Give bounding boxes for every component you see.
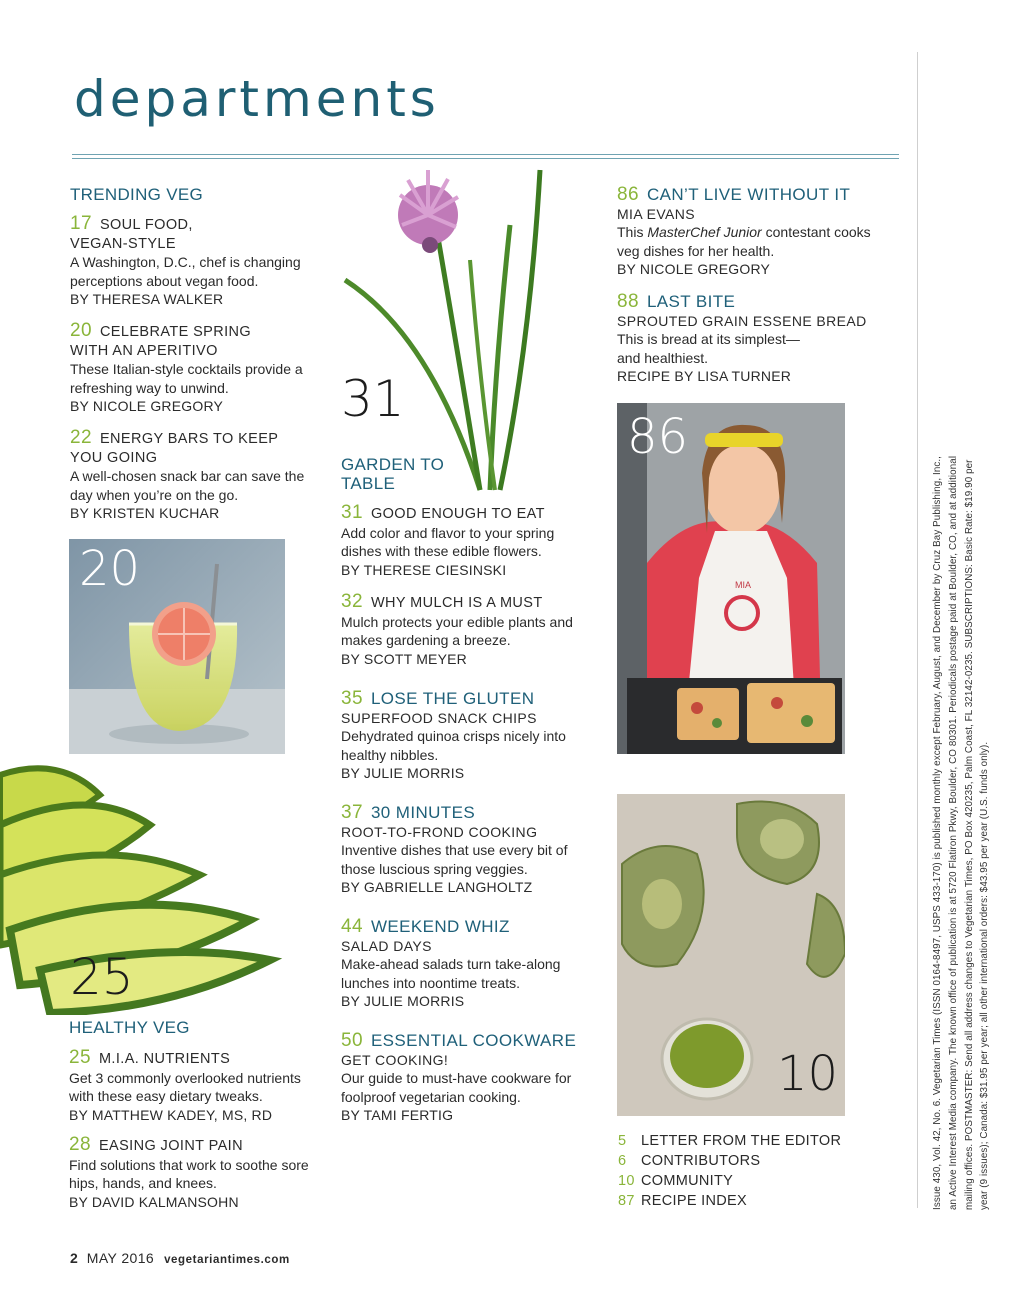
toc-entry[interactable] [341, 918, 581, 1011]
list-item[interactable] [618, 1191, 841, 1211]
entry-description: Dehydrated quinoa crisps nicely into healthy nibbles. [341, 728, 566, 763]
page-number: 87 [618, 1193, 635, 1209]
entry-subtitle: SALAD DAYS [341, 937, 432, 954]
page-number: 37 [341, 802, 363, 823]
page-number: 32 [341, 591, 363, 612]
entry-byline: BY KRISTEN KUCHAR [70, 505, 220, 521]
entry-description: Find solutions that work to soothe sore hips, hands, and knees. [69, 1156, 309, 1191]
list-item[interactable] [618, 1171, 841, 1191]
entry-byline: BY NICOLE GREGORY [617, 261, 771, 277]
toc-entry[interactable] [70, 429, 330, 523]
toc-entry[interactable] [70, 322, 330, 416]
page-number-overlay: 20 [79, 541, 141, 597]
vertical-divider [917, 52, 918, 1208]
entry-description: A Washington, D.C., chef is changing perceptions about vegan food. [70, 254, 301, 289]
page-number-overlay: 86 [627, 409, 689, 465]
misc-list [618, 1131, 841, 1211]
entry-title: CELEBRATE SPRING [99, 324, 252, 340]
cocktail-photo[interactable] [69, 539, 285, 754]
page-number: 86 [617, 184, 639, 205]
entry-title: GOOD ENOUGH TO EAT [370, 506, 545, 522]
entry-subtitle: ROOT-TO-FROND COOKING [341, 823, 538, 840]
entry-title: M.I.A. NUTRIENTS [98, 1051, 231, 1067]
entry-byline: BY JULIE MORRIS [341, 993, 465, 1009]
page-number: 35 [341, 688, 363, 709]
page-number: 44 [341, 916, 363, 937]
entry-description: These Italian-style cocktails provide a refreshing way to unwind. [70, 361, 303, 396]
page-number: 22 [70, 427, 92, 448]
page-number-overlay: 10 [777, 1046, 839, 1102]
entry-description: This is bread at its simplest— and healthiest. [617, 331, 800, 366]
toc-entry[interactable] [341, 504, 581, 579]
entry-description: Add color and flavor to your spring dishes with these edible flowers. [341, 524, 555, 559]
page-number: 6 [618, 1153, 627, 1169]
entry-byline: BY SCOTT MEYER [341, 650, 467, 667]
entry-title: LOSE THE GLUTEN [370, 689, 535, 708]
entry-description: This MasterChef Junior contestant cooks veg dishes for her health. [617, 224, 871, 259]
folio-page-number: 2 [70, 1250, 79, 1266]
issue-date: MAY 2016 [86, 1250, 155, 1266]
page-footer [70, 1250, 290, 1266]
artichoke-photo[interactable] [617, 794, 845, 1116]
page-number-31-large: 31 [341, 370, 405, 428]
entry-description: Our guide to must-have cookware for foolproof vegetarian cooking. [341, 1070, 572, 1105]
entry-title: CAN’T LIVE WITHOUT IT [646, 185, 851, 204]
toc-entry[interactable] [341, 593, 581, 668]
divider [72, 158, 899, 159]
list-item-label: CONTRIBUTORS [641, 1153, 761, 1169]
entry-description: Mulch protects your edible plants and makes gardening a breeze. [341, 613, 573, 648]
entry-byline: BY NICOLE GREGORY [70, 398, 224, 414]
chive-flower-illustration [330, 165, 570, 495]
page-number: 10 [618, 1173, 635, 1189]
entry-title-cont: YOU GOING [70, 449, 158, 466]
entry-title: ESSENTIAL COOKWARE [370, 1031, 577, 1050]
section-healthy-veg: HEALTHY VEG [69, 1018, 190, 1037]
apron-label: MIA [735, 580, 752, 590]
entry-subtitle: GET COOKING! [341, 1051, 449, 1068]
entry-byline: BY JULIE MORRIS [341, 765, 465, 781]
section-line: TABLE [341, 474, 396, 493]
list-item-label: RECIPE INDEX [641, 1193, 747, 1209]
entry-title: ENERGY BARS TO KEEP [99, 431, 279, 447]
entry-byline: BY GABRIELLE LANGHOLTZ [341, 879, 533, 895]
entry-title-cont: VEGAN-STYLE [70, 235, 176, 252]
toc-entry[interactable] [617, 293, 877, 386]
list-item[interactable] [618, 1151, 841, 1171]
page-number: 17 [70, 213, 92, 234]
entry-byline: RECIPE BY LISA TURNER [617, 368, 792, 384]
page-number: 5 [618, 1133, 627, 1149]
entry-subtitle: SUPERFOOD SNACK CHIPS [341, 709, 537, 726]
entry-title: EASING JOINT PAIN [98, 1138, 243, 1154]
divider [72, 154, 899, 155]
page-number: 20 [70, 320, 92, 341]
entry-title: WHY MULCH IS A MUST [370, 595, 543, 611]
entry-description: A well-chosen snack bar can save the day when you’re on the go. [70, 468, 305, 503]
page-number: 31 [341, 502, 363, 523]
section-trending-veg: TRENDING VEG [70, 185, 204, 204]
entry-byline: BY THERESA WALKER [70, 291, 224, 307]
toc-entry[interactable] [617, 186, 877, 279]
toc-entry[interactable] [341, 1032, 591, 1125]
toc-entry[interactable] [341, 804, 581, 897]
toc-entry[interactable] [69, 1136, 309, 1211]
entry-title-cont: WITH AN APERITIVO [70, 342, 218, 359]
entry-title: WEEKEND WHIZ [370, 917, 510, 936]
page-title: departments [74, 70, 440, 128]
entry-subtitle: SPROUTED GRAIN ESSENE BREAD [617, 312, 867, 329]
chef-girl-photo[interactable] [617, 403, 845, 754]
toc-entry[interactable] [69, 1049, 329, 1124]
avocado-slices-illustration [0, 755, 300, 1015]
entry-byline: BY THERESE CIESINSKI [341, 561, 507, 578]
list-item-label: COMMUNITY [641, 1173, 734, 1189]
list-item[interactable] [618, 1131, 841, 1151]
entry-byline: BY TAMI FERTIG [341, 1107, 454, 1123]
page-number: 28 [69, 1134, 91, 1155]
section-garden-to-table [341, 455, 444, 493]
page-number-25-large: 25 [70, 948, 134, 1006]
page-number: 25 [69, 1047, 91, 1068]
toc-entry[interactable] [70, 215, 330, 309]
website-url[interactable]: vegetariantimes.com [164, 1254, 290, 1266]
page-number: 88 [617, 291, 639, 312]
legal-notice: Issue 430, Vol. 42, No. 6. Vegetarian Times (ISSN 0164-8497, USPS 433-170) is published monthly except February, August, and December by Cruz Bay Publishing, Inc., an Active Interest Media company. The known office of publication is at 5720 Flatiron Pkwy, Boulder, CO 80301. Periodicals postage paid at Boulder, CO, and at additional mailing offices. POSTMASTER: Send all address changes to Vegetarian Times, PO Box 420235, Palm Coast, FL 32142-0235. SUBSCRIPTIONS: Basic Rate: $19.90 per year (9 issues); Canada: $31.95 per year; all other international orders: $43.95 per year (U.S. funds only). [932, 455, 991, 1210]
page-number: 50 [341, 1030, 363, 1051]
entry-subtitle: MIA EVANS [617, 205, 696, 222]
section-line: GARDEN TO [341, 455, 445, 474]
entry-description: Inventive dishes that use every bit of those luscious spring veggies. [341, 842, 568, 877]
list-item-label: LETTER FROM THE EDITOR [641, 1133, 842, 1149]
entry-title: LAST BITE [646, 292, 736, 311]
entry-title: SOUL FOOD, [99, 217, 193, 233]
toc-entry[interactable] [341, 690, 581, 783]
entry-description: Make-ahead salads turn take-along lunches into noontime treats. [341, 956, 561, 991]
entry-byline: BY MATTHEW KADEY, MS, RD [69, 1106, 273, 1123]
entry-title: 30 MINUTES [370, 803, 476, 822]
entry-description: Get 3 commonly overlooked nutrients with these easy dietary tweaks. [69, 1069, 301, 1104]
entry-byline: BY DAVID KALMANSOHN [69, 1193, 239, 1210]
